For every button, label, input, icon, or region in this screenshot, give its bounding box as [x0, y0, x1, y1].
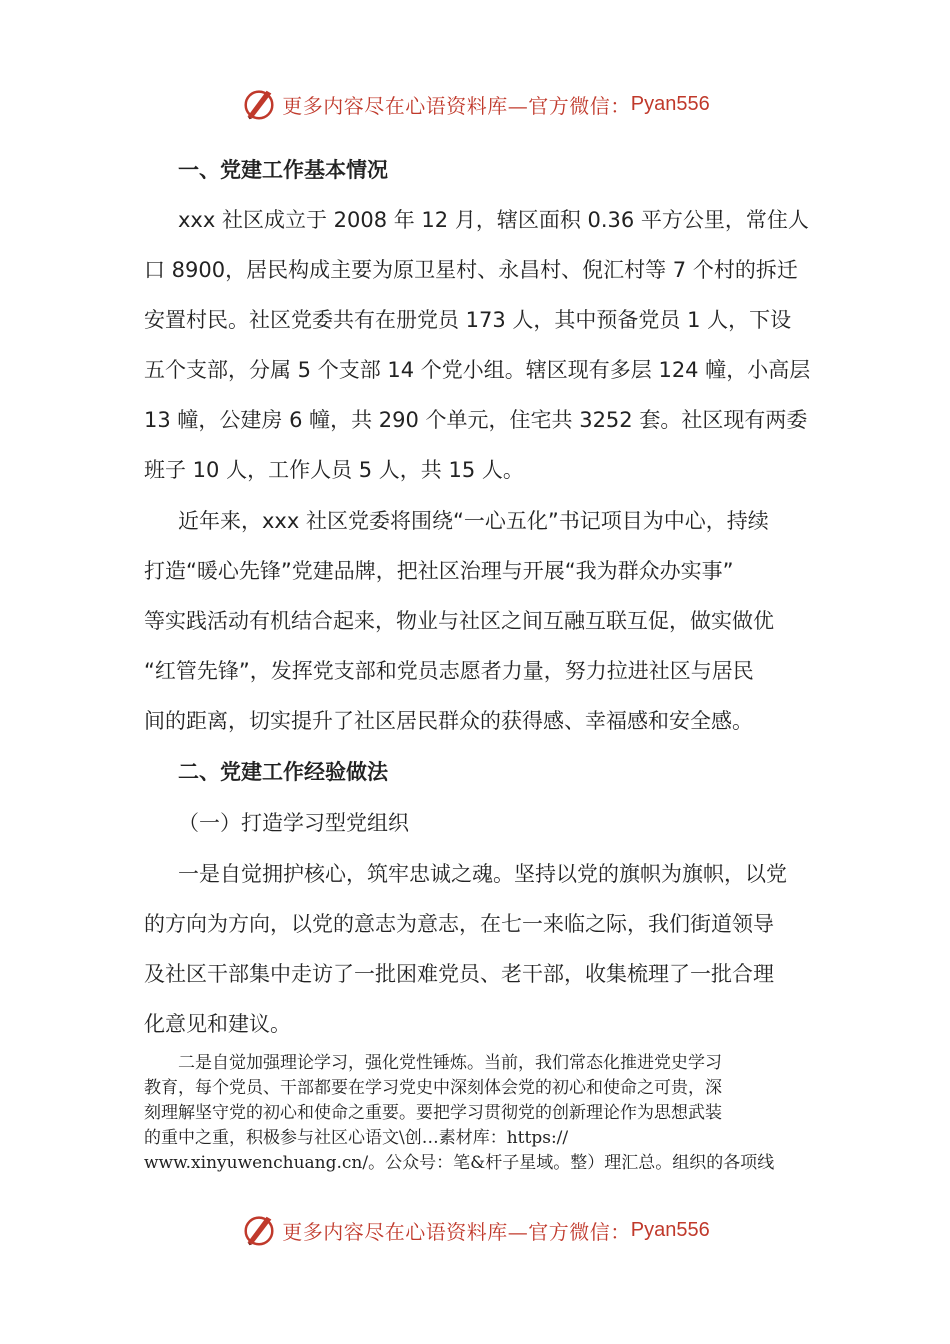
paragraph-1-line-3: 安置村民。社区党委共有在册党员 173 人，其中预备党员 1 人，下设: [144, 308, 792, 332]
paragraph-3-line-3: 及社区干部集中走访了一批困难党员、老干部，收集梳理了一批合理: [144, 962, 774, 986]
paragraph-1-line-1: xxx 社区成立于 2008 年 12 月，辖区面积 0.36 平方公里，常住人: [178, 208, 809, 232]
banner-text: 更多内容尽在心语资料库—官方微信：: [282, 93, 631, 118]
paragraph-1-line-5: 13 幢，公建房 6 幢，共 290 个单元，住宅共 3252 套。社区现有两委: [144, 408, 808, 432]
paragraph-3-line-4: 化意见和建议。: [144, 1012, 291, 1036]
subsection-heading: （一）打造学习型党组织: [178, 811, 409, 835]
section-heading-2: 二、党建工作经验做法: [178, 760, 388, 784]
footer-banner: [0, 1210, 950, 1250]
pen-logo-icon: [240, 1211, 278, 1249]
paragraph-4-line-3: 刻理解坚守党的初心和使命之重要。要把学习贯彻党的创新理论作为思想武装: [144, 1103, 722, 1123]
paragraph-1-line-6: 班子 10 人，工作人员 5 人，共 15 人。: [144, 458, 524, 482]
banner-wechat-id: Pyan556: [630, 1218, 710, 1241]
paragraph-2-line-4: “红管先锋”，发挥党支部和党员志愿者力量，努力拉进社区与居民: [144, 659, 754, 683]
pen-logo-icon: [240, 85, 278, 123]
header-banner: [0, 84, 950, 124]
paragraph-4-line-5: www.xinyuwenchuang.cn/。公众号：笔&杆子星域。整）理汇总。组织的各项线: [144, 1153, 775, 1173]
banner-text: 更多内容尽在心语资料库—官方微信：: [282, 1219, 631, 1244]
paragraph-1-line-4: 五个支部，分属 5 个支部 14 个党小组。辖区现有多层 124 幢，小高层: [144, 358, 811, 382]
paragraph-4-line-4: 的重中之重，积极参与社区心语文\创…素材库：https://: [144, 1128, 569, 1148]
paragraph-3-line-2: 的方向为方向，以党的意志为意志，在七一来临之际，我们街道领导: [144, 912, 774, 936]
paragraph-2-line-5: 间的距离，切实提升了社区居民群众的获得感、幸福感和安全感。: [144, 709, 753, 733]
paragraph-3-line-1: 一是自觉拥护核心，筑牢忠诚之魂。坚持以党的旗帜为旗帜，以党: [178, 862, 787, 886]
paragraph-2-line-3: 等实践活动有机结合起来，物业与社区之间互融互联互促，做实做优: [144, 609, 774, 633]
paragraph-2-line-1: 近年来，xxx 社区党委将围绕“一心五化”书记项目为中心，持续: [178, 509, 769, 533]
banner-wechat-id: Pyan556: [630, 92, 710, 115]
paragraph-2-line-2: 打造“暖心先锋”党建品牌，把社区治理与开展“我为群众办实事”: [144, 559, 734, 583]
paragraph-1-line-2: 口 8900，居民构成主要为原卫星村、永昌村、倪汇村等 7 个村的拆迁: [144, 258, 798, 282]
section-heading-1: 一、党建工作基本情况: [178, 158, 388, 182]
paragraph-4-line-2: 教育，每个党员、干部都要在学习党史中深刻体会党的初心和使命之可贵，深: [144, 1078, 722, 1098]
paragraph-4-line-1: 二是自觉加强理论学习，强化党性锤炼。当前，我们常态化推进党史学习: [178, 1053, 722, 1073]
